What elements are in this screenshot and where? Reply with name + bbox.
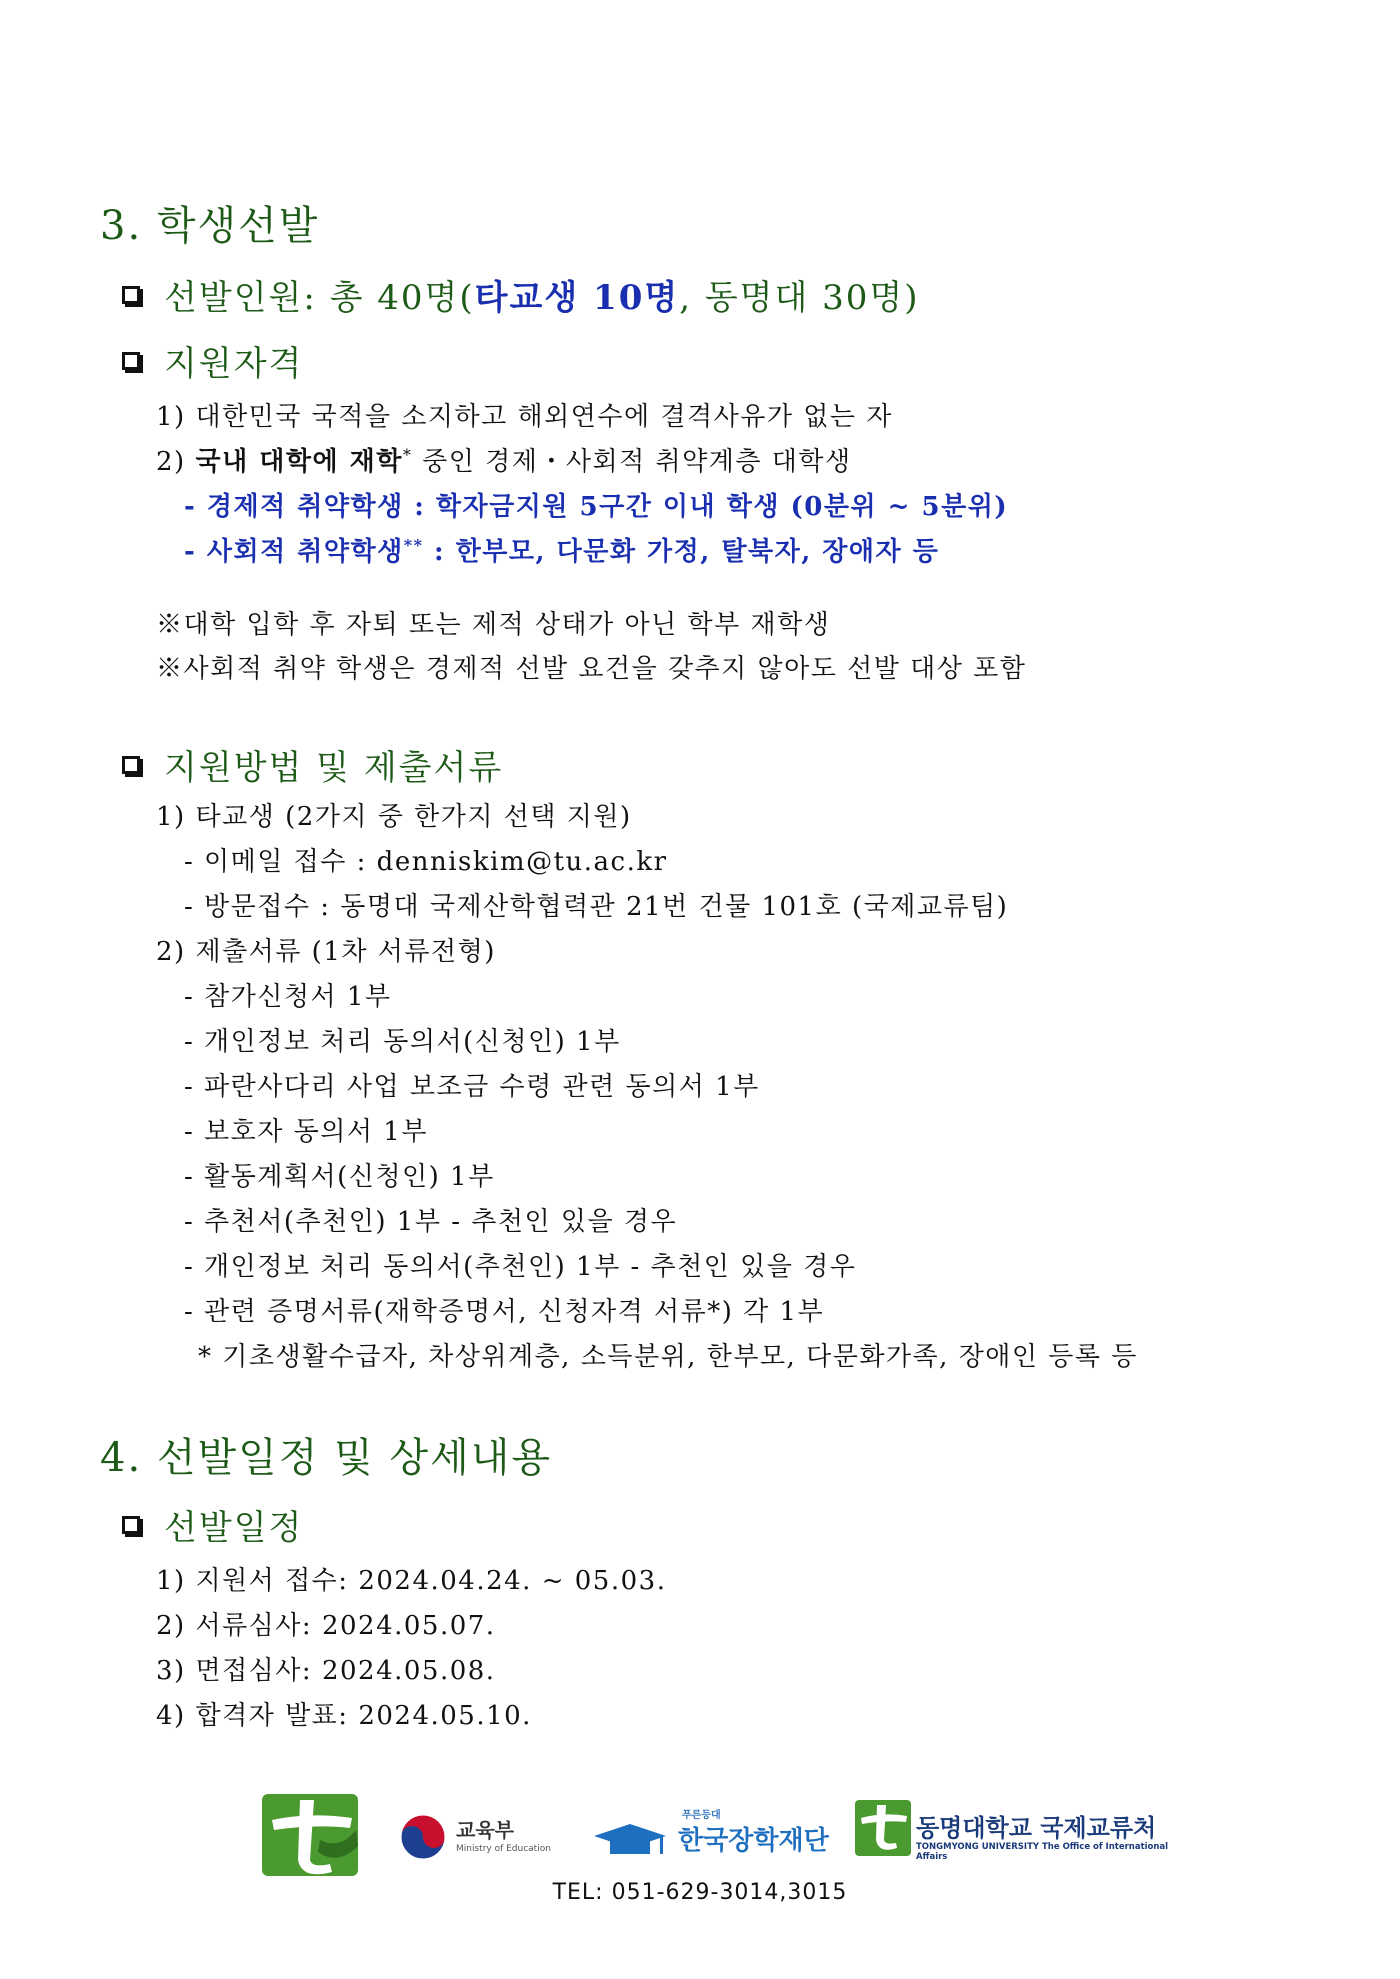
doc-item: - 보호자 동의서 1부: [184, 1117, 428, 1147]
eligibility-econ: - 경제적 취약학생 : 학자금지원 5구간 이내 학생 (0분위 ~ 5분위): [184, 492, 1009, 522]
doc-item: - 추천서(추천인) 1부 - 추천인 있을 경우: [184, 1207, 678, 1237]
tongmyong-emblem-icon: [260, 1790, 360, 1880]
social-prefix: - 사회적 취약학생: [184, 537, 404, 567]
application-title: 지원방법 및 제출서류: [164, 748, 504, 788]
schedule-item: 3) 면접심사: 2024.05.08.: [156, 1656, 496, 1686]
eligibility-social: [184, 531, 939, 568]
eligibility-heading: [122, 336, 303, 385]
application-item-1: 1) 타교생 (2가지 중 한가지 선택 지원): [156, 802, 632, 832]
kosaf-name: 한국장학재단: [678, 1826, 829, 1856]
schedule-item: 1) 지원서 접수: 2024.04.24. ~ 05.03.: [156, 1566, 667, 1596]
doc-item: - 관련 증명서류(재학증명서, 신청자격 서류*) 각 1부: [184, 1297, 825, 1327]
footer-logos: [250, 1790, 1200, 1880]
ministry-emblem-icon: [398, 1812, 448, 1862]
ministry-sub: Ministry of Education: [456, 1844, 551, 1854]
schedule-item: 2) 서류심사: 2024.05.07.: [156, 1611, 496, 1641]
quota-heading: [122, 270, 920, 319]
tongmyong-small-icon: [855, 1800, 911, 1856]
doc-item: - 개인정보 처리 동의서(신청인) 1부: [184, 1027, 621, 1057]
kosaf-top: 푸른등대: [682, 1810, 721, 1821]
section-3-title: 3. 학생선발: [100, 203, 320, 249]
eligibility-note-2: ※사회적 취약 학생은 경제적 선발 요건을 갖추지 않아도 선발 대상 포함: [156, 654, 1027, 684]
eligibility-title: 지원자격: [164, 344, 304, 384]
doc-item: - 파란사다리 사업 보조금 수령 관련 동의서 1부: [184, 1072, 760, 1102]
item2-post: 중인 경제・사회적 취약계층 대학생: [412, 447, 852, 477]
doc-item: - 개인정보 처리 동의서(추천인) 1부 - 추천인 있을 경우: [184, 1252, 857, 1282]
ministry-name: 교육부: [456, 1818, 514, 1842]
schedule-item: 4) 합격자 발표: 2024.05.10.: [156, 1701, 532, 1731]
item2-sup: *: [402, 445, 413, 465]
eligibility-item-1: 1) 대한민국 국적을 소지하고 해외연수에 결격사유가 없는 자: [156, 402, 893, 432]
item2-bold: 국내 대학에 재학: [195, 447, 403, 477]
checkbox-bullet-icon: [122, 1516, 140, 1534]
eligibility-note-1: ※대학 입학 후 자퇴 또는 제적 상태가 아닌 학부 재학생: [156, 610, 831, 640]
checkbox-bullet-icon: [122, 756, 140, 774]
application-item-2: 2) 제출서류 (1차 서류전형): [156, 937, 496, 967]
quota-label: 선발인원: 총 40명(: [164, 278, 475, 318]
section-4-title: 4. 선발일정 및 상세내용: [100, 1435, 553, 1481]
application-visit: - 방문접수 : 동명대 국제산학협력관 21번 건물 101호 (국제교류팀): [184, 892, 1009, 922]
item2-prefix: 2): [156, 447, 196, 477]
application-email: - 이메일 접수 : denniskim@tu.ac.kr: [184, 847, 668, 877]
quota-other-school: 타교생 10명: [474, 278, 680, 318]
schedule-heading: [122, 1500, 303, 1549]
application-heading: [122, 740, 503, 789]
doc-footnote: * 기초생활수급자, 차상위계층, 소득분위, 한부모, 다문화가족, 장애인 등록 등: [198, 1342, 1138, 1372]
social-post: : 한부모, 다문화 가정, 탈북자, 장애자 등: [423, 537, 940, 567]
social-sup: **: [403, 535, 424, 555]
eligibility-item-2: [156, 441, 852, 478]
quota-rest: , 동명대 30명): [679, 278, 920, 318]
doc-item: - 참가신청서 1부: [184, 982, 392, 1012]
doc-item: - 활동계획서(신청인) 1부: [184, 1162, 495, 1192]
tongmyong-name: 동명대학교 국제교류처: [916, 1814, 1157, 1842]
checkbox-bullet-icon: [122, 286, 140, 304]
tongmyong-sub: TONGMYONG UNIVERSITY The Office of International Affairs: [916, 1842, 1169, 1862]
footer-tel: TEL: 051-629-3014,3015: [552, 1880, 848, 1905]
kosaf-cap-icon: [590, 1820, 670, 1860]
schedule-title: 선발일정: [164, 1508, 304, 1548]
checkbox-bullet-icon: [122, 352, 140, 370]
